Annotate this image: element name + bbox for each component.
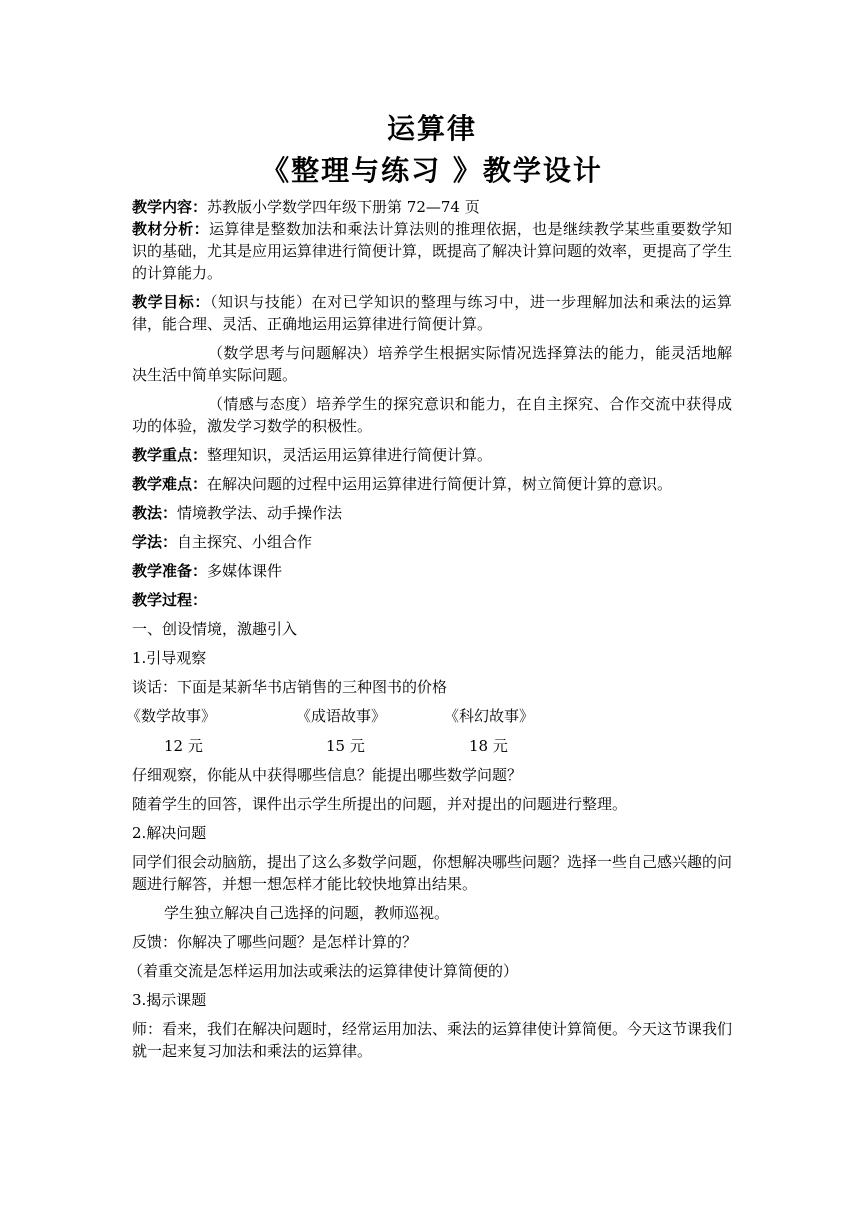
teaching-goals-3: （情感与态度）培养学生的探究意识和能力，在自主探究、合作交流中获得成功的体验，激发学习数学的积极性。 [132, 395, 732, 435]
teaching-prep [132, 560, 732, 582]
teaching-content [132, 196, 732, 218]
teaching-content-label: 教学内容： [132, 198, 208, 216]
book-price: 18 元 [469, 737, 508, 755]
teaching-goals-label: 教学目标： [132, 293, 210, 311]
reveal-paragraph: 师：看来，我们在解决问题时，经常运用加法、乘法的运算律使计算简便。今天这节课我们就一起来复习加法和乘法的运算律。 [132, 1020, 733, 1060]
key-point-label: 教学重点： [132, 446, 208, 464]
step-2-heading: 2.解决问题 [132, 824, 207, 842]
book-title: 《数学故事》 [126, 707, 217, 725]
difficulty-text: 在解决问题的过程中运用运算律进行简便计算，树立简便计算的意识。 [207, 475, 673, 493]
talk-paragraph: 谈话：下面是某新华书店销售的三种图书的价格 [132, 678, 448, 696]
difficulty [132, 473, 732, 495]
section-1-heading: 一、创设情境，激趣引入 [132, 620, 298, 638]
solve-paragraph: 同学们很会动脑筋，提出了这么多数学问题，你想解决哪些问题？选择一些自己感兴趣的问题进行解答，并想一想怎样才能比较快地算出结果。 [132, 853, 733, 893]
document-page [126, 112, 733, 1062]
material-analysis-text: 运算律是整数加法和乘法计算法则的推理依据，也是继续教学某些重要数学知识的基础，尤其是应用运算律进行简便计算，既提高了解决计算问题的效率，更提高了学生的计算能力。 [132, 220, 733, 282]
teaching-method [132, 502, 732, 524]
focus-paragraph: （着重交流是怎样运用加法或乘法的运算律使计算简便的） [128, 962, 519, 980]
step-1-heading: 1.引导观察 [132, 649, 207, 667]
study-method-text: 自主探究、小组合作 [177, 533, 313, 551]
study-method [132, 531, 732, 553]
independent-paragraph: 学生独立解决自己选择的问题，教师巡视。 [164, 904, 450, 922]
step-3-heading: 3.揭示课题 [132, 991, 207, 1009]
teaching-method-text: 情境教学法、动手操作法 [177, 504, 343, 522]
teaching-method-label: 教法： [132, 504, 178, 522]
study-method-label: 学法： [132, 533, 178, 551]
price-list [132, 735, 732, 757]
book-price: 15 元 [326, 737, 365, 755]
follow-paragraph: 随着学生的回答，课件出示学生所提出的问题，并对提出的问题进行整理。 [132, 795, 628, 813]
teaching-goals-text-1: （知识与技能）在对已学知识的整理与练习中，进一步理解加法和乘法的运算律，能合理、灵活、正确地运用运算律进行简便计算。 [132, 293, 732, 333]
book-price: 12 元 [164, 737, 203, 755]
teaching-prep-text: 多媒体课件 [207, 562, 283, 580]
document-title: 运算律 [386, 112, 477, 145]
material-analysis-label: 教材分析： [132, 220, 209, 238]
book-title: 《成语故事》 [296, 707, 387, 725]
difficulty-label: 教学难点： [132, 475, 208, 493]
book-list [126, 705, 732, 727]
feedback-paragraph: 反馈：你解决了哪些问题？是怎样计算的？ [132, 933, 418, 951]
teaching-goals [132, 291, 732, 335]
teaching-prep-label: 教学准备： [132, 562, 208, 580]
observe-paragraph: 仔细观察，你能从中获得哪些信息？能提出哪些数学问题？ [132, 766, 523, 784]
teaching-goals-2: （数学思考与问题解决）培养学生根据实际情况选择算法的能力，能灵活地解决生活中简单实际问题。 [132, 344, 732, 384]
book-title: 《科幻故事》 [444, 707, 535, 725]
teaching-process-label: 教学过程： [132, 591, 208, 609]
material-analysis [132, 218, 732, 284]
teaching-content-text: 苏教版小学数学四年级下册第 72—74 页 [207, 198, 480, 216]
key-point [132, 444, 732, 466]
document-subtitle: 《整理与练习 》教学设计 [261, 154, 603, 187]
key-point-text: 整理知识，灵活运用运算律进行简便计算。 [207, 446, 493, 464]
